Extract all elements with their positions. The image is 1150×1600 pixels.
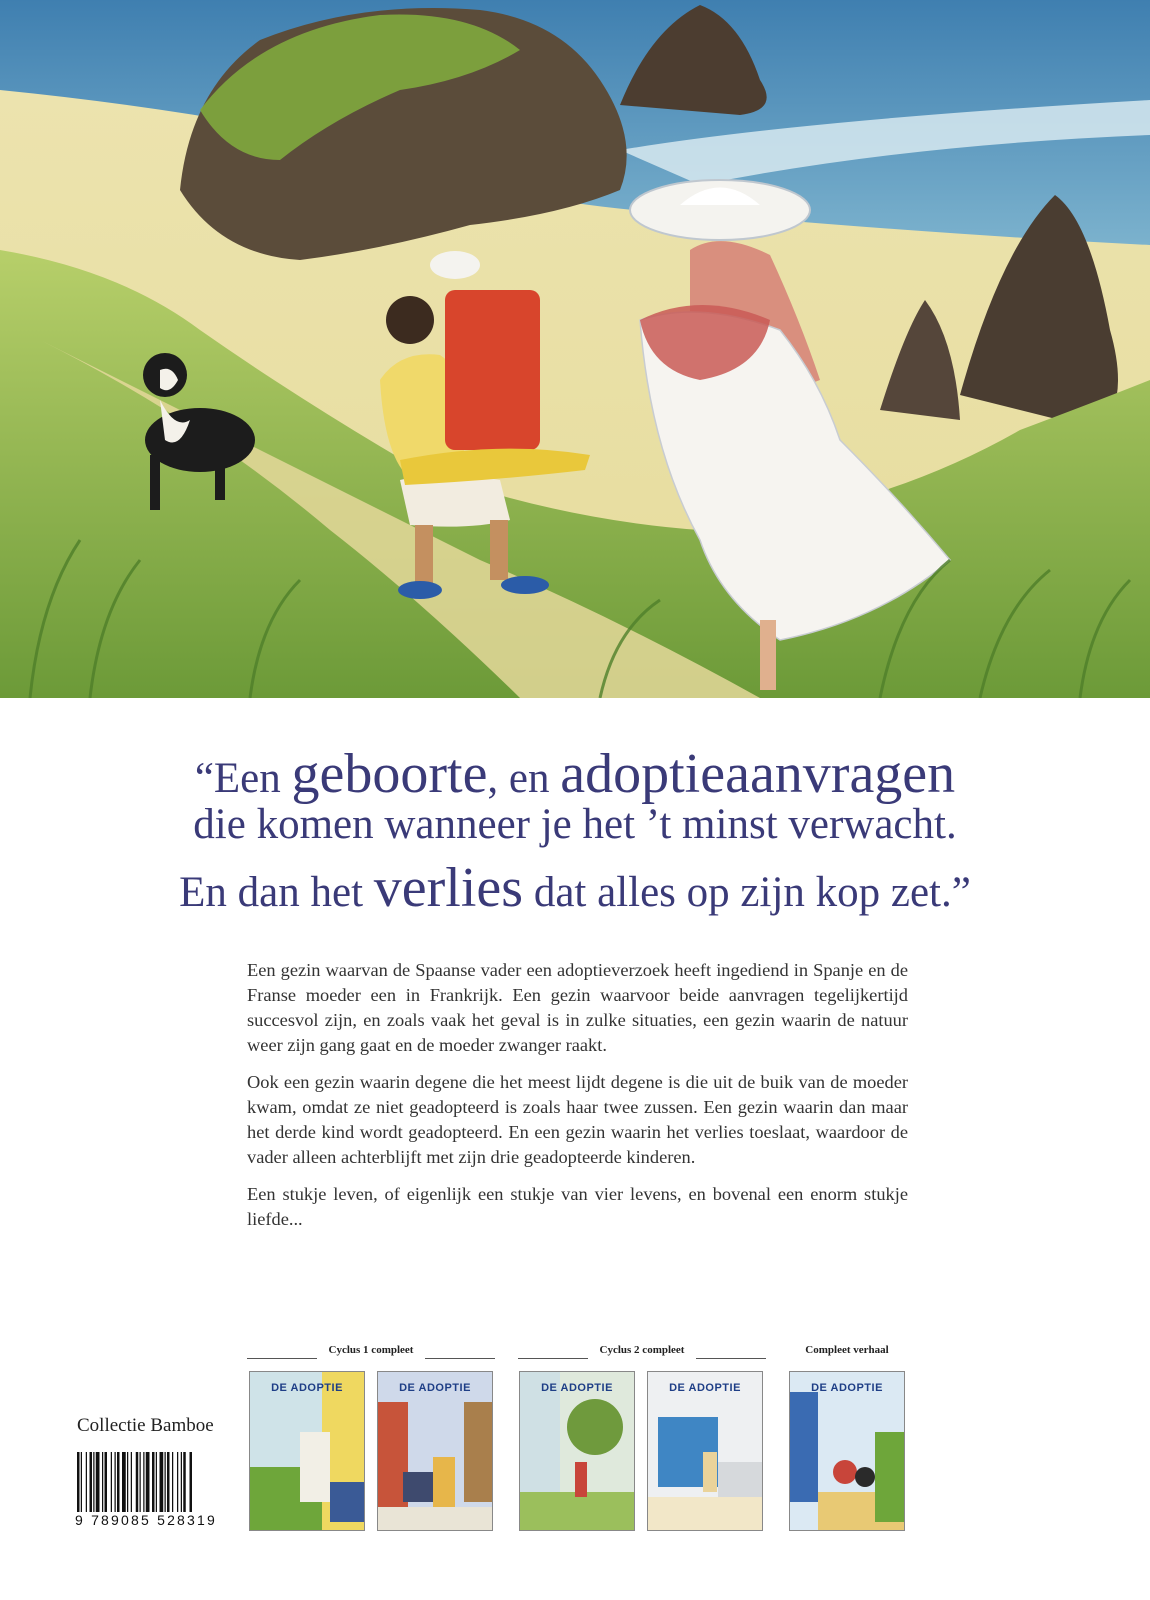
- quote-emphasis-adoption: adoptieaanvragen: [560, 743, 956, 805]
- cover-illustration: [0, 0, 1150, 698]
- pull-quote: [0, 743, 1150, 919]
- album-cover-3: [519, 1371, 635, 1531]
- cycle-1-label: Cyclus 1 compleet: [328, 1344, 414, 1356]
- album-cover-1: [249, 1371, 365, 1531]
- isbn-number: 9 789085 528319: [75, 1512, 227, 1528]
- cycle-2-heading: [518, 1344, 766, 1356]
- quote-text: En dan het: [179, 869, 374, 916]
- quote-line-3: [0, 857, 1150, 919]
- cycle-1-heading: [247, 1344, 495, 1356]
- complete-label: Compleet verhaal: [805, 1344, 889, 1356]
- synopsis-paragraph-3: Een stukje leven, of eigenlijk een stukje van vier levens, en bovenal een enorm stukje liefde...: [247, 1184, 908, 1229]
- synopsis-paragraph-2: Ook een gezin waarin degene die het meest lijdt degene is die uit de buik van de moeder kwam, omdat ze niet geadopteerd is zoals haar twee zussen. Een gezin waarin dan maar het derde kind wordt geadopteerd. En een gezin waarin het verlies toeslaat, waardoor de vader alleen achterblijft met zijn drie geadopteerde kinderen.: [247, 1072, 908, 1167]
- album-cover-title: DE ADOPTIE: [541, 1382, 613, 1394]
- album-cover-title: DE ADOPTIE: [811, 1382, 883, 1394]
- complete-heading: [788, 1344, 906, 1356]
- album-cover-title: DE ADOPTIE: [669, 1382, 741, 1394]
- album-cover-complete: [789, 1371, 905, 1531]
- publisher-name: Collectie Bamboe: [77, 1415, 214, 1436]
- synopsis-paragraph-1: Een gezin waarvan de Spaanse vader een adoptieverzoek heeft ingediend in Spanje en de Franse moeder een in Frankrijk. Een gezin waarvoor beide aanvragen tegelijkertijd succesvol zijn, en zoals vaak het geval is in zulke situaties, een gezin waarin de natuur weer zijn gang gaat en de moeder zwanger raakt.: [247, 960, 908, 1055]
- album-cover-2: [377, 1371, 493, 1531]
- album-cover-title: DE ADOPTIE: [271, 1382, 343, 1394]
- quote-text: dat alles op zijn kop zet.”: [523, 869, 971, 916]
- quote-emphasis-loss: verlies: [373, 857, 524, 919]
- quote-line-2: die komen wanneer je het ’t minst verwacht.: [193, 801, 957, 848]
- backpack: [445, 290, 540, 450]
- quote-line-1: [0, 743, 1150, 805]
- synopsis: [247, 958, 908, 1244]
- quote-text: “Een: [194, 755, 292, 802]
- album-cover-4: [647, 1371, 763, 1531]
- cycle-2-label: Cyclus 2 compleet: [599, 1344, 685, 1356]
- quote-text: , en: [487, 755, 561, 802]
- quote-emphasis-birth: geboorte: [291, 743, 488, 805]
- album-cover-title: DE ADOPTIE: [399, 1382, 471, 1394]
